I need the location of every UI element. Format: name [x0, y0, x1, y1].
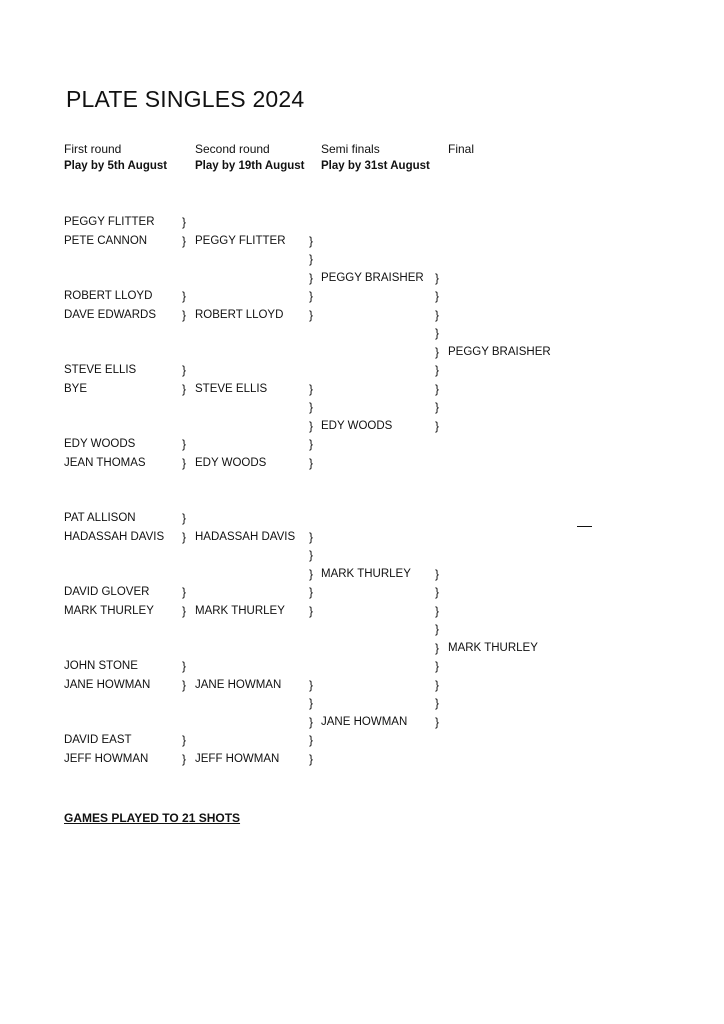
first-round-player: JEAN THOMAS: [64, 456, 146, 469]
bracket-brace: }: [309, 677, 314, 692]
bracket-brace: }: [435, 289, 440, 303]
bracket-brace: }: [435, 344, 440, 359]
second-round-player: EDY WOODS: [195, 456, 267, 469]
bracket-brace: }: [309, 733, 314, 747]
bracket-brace: }: [182, 603, 187, 618]
first-round-player: STEVE ELLIS: [64, 364, 137, 376]
bracket-brace: }: [182, 585, 187, 599]
dash-mark: [577, 526, 592, 527]
bracket-brace: }: [435, 622, 440, 636]
first-round-player: JEFF HOWMAN: [64, 752, 149, 765]
bracket-brace: }: [435, 400, 440, 414]
semi-final-player: MARK THURLEY: [321, 567, 411, 580]
first-round-player: JOHN STONE: [64, 660, 138, 672]
deadline-semi: Play by 31st August: [321, 160, 430, 172]
bracket-brace: }: [182, 751, 187, 766]
bracket-brace: }: [182, 511, 187, 525]
first-round-player: EDY WOODS: [64, 438, 136, 450]
bracket-brace: }: [435, 677, 440, 692]
bracket-brace: }: [309, 548, 314, 562]
bracket-brace: }: [182, 437, 187, 451]
second-round-player: HADASSAH DAVIS: [195, 530, 296, 543]
semi-final-player: JANE HOWMAN: [321, 715, 408, 728]
first-round-player: MARK THURLEY: [64, 604, 154, 617]
bracket-brace: }: [435, 363, 440, 377]
bracket-brace: }: [309, 381, 314, 396]
round-header-second: Second round: [195, 142, 270, 156]
first-round-player: PEGGY FLITTER: [64, 216, 155, 228]
first-round-player: ROBERT LLOYD: [64, 290, 153, 302]
bracket-brace: }: [182, 363, 187, 377]
bracket-brace: }: [309, 714, 314, 729]
bracket-brace: }: [435, 603, 440, 618]
bracket-brace: }: [435, 659, 440, 673]
first-round-player: DAVID EAST: [64, 734, 132, 746]
bracket-brace: }: [309, 233, 314, 248]
bracket-brace: }: [309, 529, 314, 544]
bracket-brace: }: [435, 696, 440, 710]
bracket-brace: }: [182, 215, 187, 229]
bracket-brace: }: [182, 529, 187, 544]
round-header-final: Final: [448, 142, 475, 156]
second-round-player: STEVE ELLIS: [195, 382, 268, 395]
bracket-brace: }: [182, 733, 187, 747]
semi-final-player: EDY WOODS: [321, 419, 393, 432]
bracket-brace: }: [309, 696, 314, 710]
round-header-first: First round: [64, 142, 122, 156]
bracket-brace: }: [435, 270, 440, 285]
first-round-player: DAVE EDWARDS: [64, 308, 157, 321]
bracket-brace: }: [309, 455, 314, 470]
bracket-brace: }: [309, 437, 314, 451]
bracket-brace: }: [182, 233, 187, 248]
round-header-semi: Semi finals: [321, 142, 380, 156]
first-round-player: PAT ALLISON: [64, 512, 136, 524]
bracket-brace: }: [182, 455, 187, 470]
bracket-brace: }: [182, 381, 187, 396]
second-round-player: ROBERT LLOYD: [195, 308, 284, 321]
bracket-brace: }: [435, 640, 440, 655]
bracket-brace: }: [309, 252, 314, 266]
second-round-player: PEGGY FLITTER: [195, 234, 286, 247]
bracket-brace: }: [309, 603, 314, 618]
bracket-brace: }: [435, 307, 440, 322]
bracket-brace: }: [182, 659, 187, 673]
bracket-brace: }: [309, 289, 314, 303]
second-round-player: MARK THURLEY: [195, 604, 285, 617]
first-round-player: DAVID GLOVER: [64, 586, 150, 598]
bracket-brace: }: [309, 585, 314, 599]
bracket-brace: }: [435, 326, 440, 340]
first-round-player: HADASSAH DAVIS: [64, 530, 165, 543]
bracket-brace: }: [435, 585, 440, 599]
bracket-brace: }: [435, 418, 440, 433]
bracket-brace: }: [309, 418, 314, 433]
bracket-brace: }: [309, 751, 314, 766]
bracket-brace: }: [182, 289, 187, 303]
first-round-player: JANE HOWMAN: [64, 678, 151, 691]
first-round-player: BYE: [64, 382, 88, 395]
semi-final-player: PEGGY BRAISHER: [321, 271, 424, 284]
second-round-player: JEFF HOWMAN: [195, 752, 280, 765]
finalist: PEGGY BRAISHER: [448, 345, 551, 358]
deadline-first: Play by 5th August: [64, 160, 168, 172]
deadline-second: Play by 19th August: [195, 160, 305, 172]
first-round-player: PETE CANNON: [64, 234, 148, 247]
footer-note: GAMES PLAYED TO 21 SHOTS: [64, 811, 241, 825]
bracket-brace: }: [309, 400, 314, 414]
page-title: PLATE SINGLES 2024: [66, 86, 305, 112]
finalist: MARK THURLEY: [448, 641, 538, 654]
bracket-brace: }: [309, 307, 314, 322]
bracket-brace: }: [309, 270, 314, 285]
bracket-brace: }: [182, 307, 187, 322]
bracket-brace: }: [435, 381, 440, 396]
bracket-brace: }: [309, 566, 314, 581]
second-round-player: JANE HOWMAN: [195, 678, 282, 691]
bracket-brace: }: [435, 714, 440, 729]
bracket-brace: }: [182, 677, 187, 692]
bracket-brace: }: [435, 566, 440, 581]
